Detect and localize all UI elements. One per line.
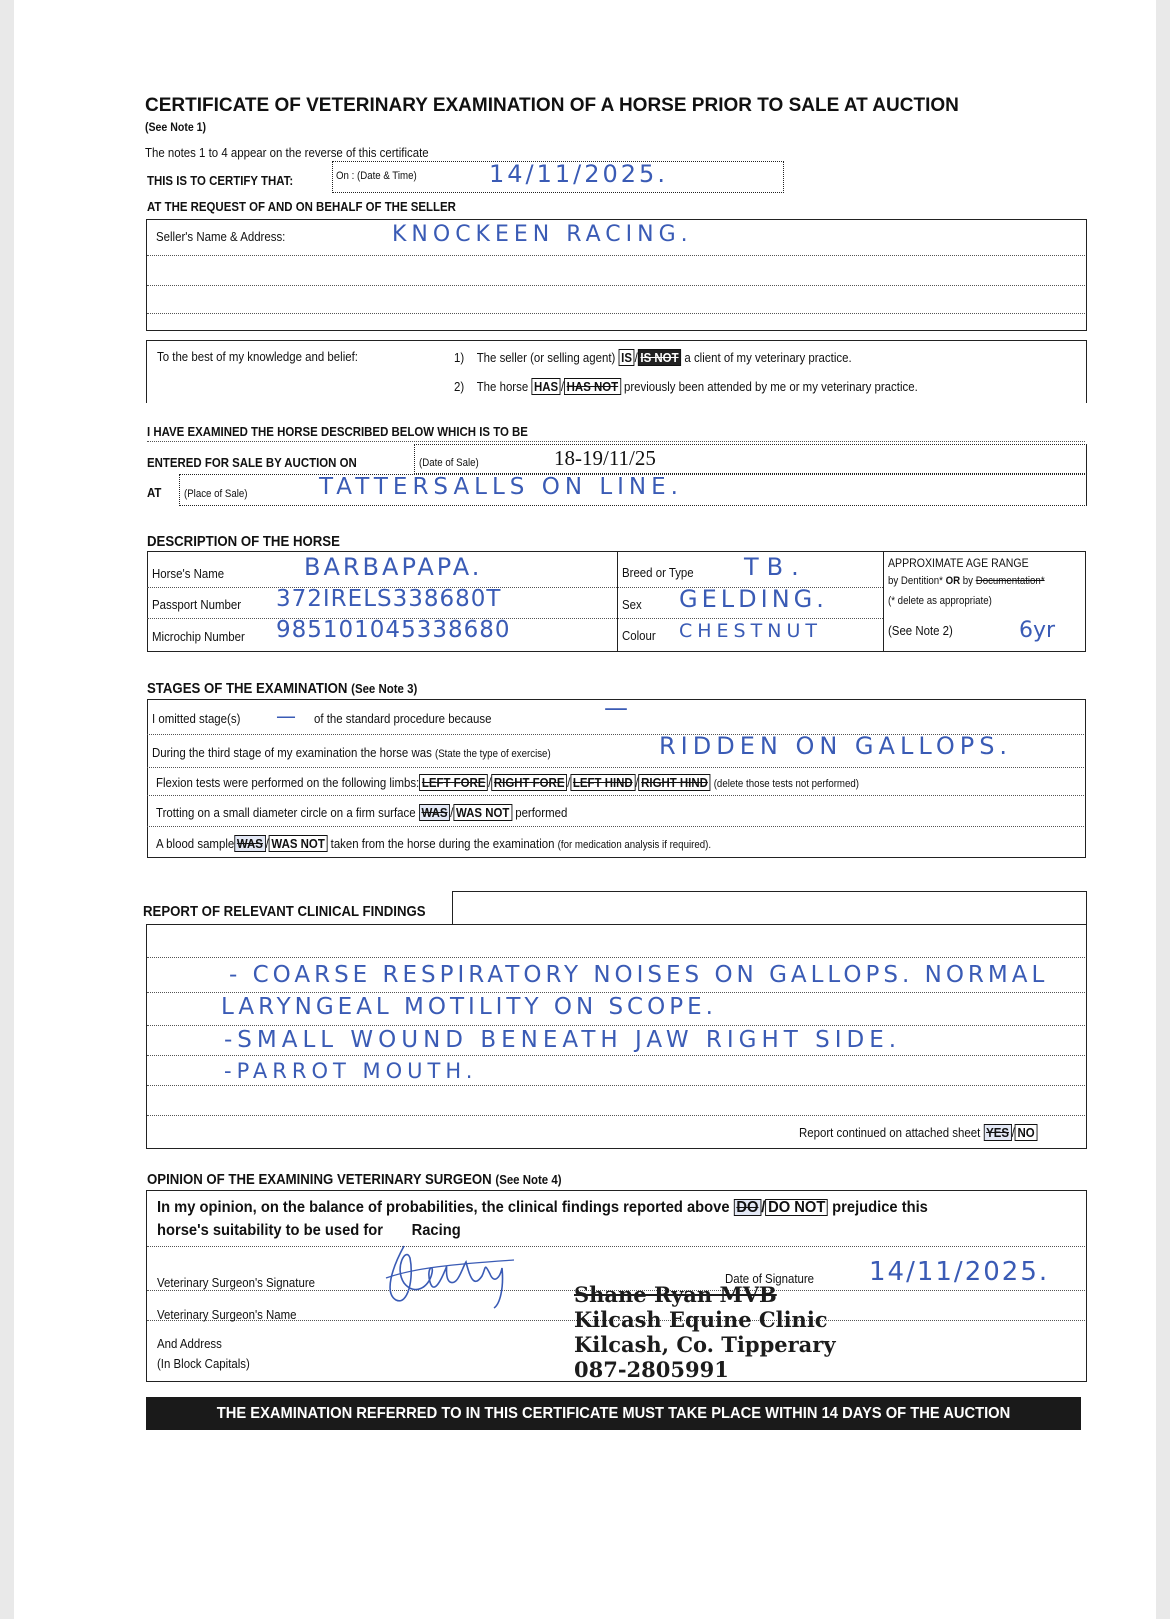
- at-label: AT: [147, 485, 162, 500]
- see-note-4: (See Note 4): [495, 1172, 562, 1187]
- place-of-sale-label: (Place of Sale): [184, 488, 248, 500]
- passport-label: Passport Number: [152, 597, 242, 612]
- blood-option-was: WAS: [234, 835, 265, 852]
- flexion-row: [156, 774, 859, 791]
- flexion-label: Flexion tests were performed on the following limbs:: [156, 775, 420, 790]
- limb-separator: /: [567, 775, 571, 790]
- date-of-sale-value: 18-19/11/25: [554, 446, 656, 470]
- third-stage-text: During the third stage of my examination the horse was: [152, 745, 432, 760]
- opinion-label: [147, 1171, 562, 1188]
- notes-line: The notes 1 to 4 appear on the reverse of this certificate: [145, 145, 429, 160]
- opinion-option-do-not: DO NOT: [765, 1199, 828, 1216]
- trot-option-was-not: WAS NOT: [453, 804, 512, 821]
- certificate-title: CERTIFICATE OF VETERINARY EXAMINATION OF A HORSE PRIOR TO SALE AT AUCTION: [145, 95, 959, 116]
- address-label: And Address: [157, 1336, 222, 1351]
- address-label-block: (In Block Capitals): [157, 1356, 250, 1371]
- sex-label: Sex: [622, 597, 642, 612]
- passport-value: 372IRELS338680T: [276, 586, 502, 612]
- k1-separator: /: [634, 350, 638, 365]
- continued-option-no: NO: [1015, 1124, 1037, 1141]
- knowledge-line-1: [454, 349, 852, 366]
- see-note-1: (See Note 1): [145, 120, 207, 134]
- footer-banner: [146, 1397, 1081, 1430]
- vet-stamp: [574, 1282, 836, 1382]
- omitted-label: I omitted stage(s): [152, 711, 241, 726]
- microchip-label: Microchip Number: [152, 629, 245, 644]
- opinion-line-1: [157, 1199, 928, 1217]
- opinion-text-1: In my opinion, on the balance of probabilities, the clinical findings reported above: [157, 1199, 730, 1216]
- continued-label: Report continued on attached sheet: [799, 1125, 981, 1140]
- continued-row: [799, 1124, 1037, 1141]
- age-by-dentition: by Dentition*: [888, 575, 946, 587]
- limb-right-hind: RIGHT HIND: [639, 774, 711, 791]
- footer-text: THE EXAMINATION REFERRED TO IN THIS CERTIFICATE MUST TAKE PLACE WITHIN 14 DAYS OF THE AUCTION: [216, 1405, 1011, 1422]
- limb-separator: /: [635, 775, 639, 790]
- knowledge-label: To the best of my knowledge and belief:: [157, 349, 358, 364]
- certify-label: THIS IS TO CERTIFY THAT:: [147, 173, 294, 188]
- opinion-text-2: prejudice this: [832, 1199, 928, 1216]
- stamp-line-2: Kilcash Equine Clinic: [574, 1307, 828, 1332]
- request-label: AT THE REQUEST OF AND ON BEHALF OF THE SELLER: [147, 199, 456, 214]
- age-title: APPROXIMATE AGE RANGE: [888, 556, 1029, 570]
- stages-title: STAGES OF THE EXAMINATION: [147, 680, 348, 697]
- omitted-because: of the standard procedure because: [314, 711, 492, 726]
- k2-number: 2): [454, 379, 465, 394]
- opinion-separator: /: [761, 1199, 766, 1216]
- limb-left-fore: LEFT FORE: [419, 774, 488, 791]
- signature-date-label: Date of Signature: [725, 1271, 815, 1286]
- opinion-use: Racing: [411, 1222, 461, 1239]
- report-header-box: [452, 891, 1087, 925]
- trotting-prefix: Trotting on a small diameter circle on a firm surface: [156, 805, 416, 820]
- age-by-documentation: Documentation*: [975, 575, 1045, 587]
- opinion-option-do: DO: [734, 1199, 762, 1216]
- certificate-sheet: [14, 0, 1156, 1619]
- stamp-line-4: 087-2805991: [574, 1357, 729, 1382]
- finding-1: - COARSE RESPIRATORY NOISES ON GALLOPS. NORMAL: [229, 962, 1049, 988]
- opinion-text-3: horse's suitability to be used for: [157, 1222, 383, 1239]
- description-label: DESCRIPTION OF THE HORSE: [147, 533, 340, 550]
- examined-label: I HAVE EXAMINED THE HORSE DESCRIBED BELOW WHICH IS TO BE: [147, 424, 528, 439]
- k1-number: 1): [454, 350, 465, 365]
- entered-label: ENTERED FOR SALE BY AUCTION ON: [147, 455, 357, 470]
- breed-label: Breed or Type: [622, 565, 694, 580]
- date-of-sale-label: (Date of Sale): [419, 457, 479, 469]
- date-of-sale-box: [414, 444, 1087, 474]
- blood-separator: /: [265, 836, 269, 851]
- trotting-row: [156, 804, 567, 821]
- knowledge-line-2: [454, 378, 918, 395]
- age-method: [888, 575, 1045, 587]
- limb-separator: /: [488, 775, 492, 790]
- omitted-reason: —: [604, 694, 631, 722]
- stamp-line-1: Shane Ryan MVB: [574, 1282, 777, 1307]
- age-see-note-2: (See Note 2): [888, 623, 953, 638]
- finding-2: LARYNGEAL MOTILITY ON SCOPE.: [221, 994, 717, 1020]
- continued-separator: /: [1011, 1125, 1015, 1140]
- seller-label: Seller's Name & Address:: [156, 229, 286, 244]
- breed-value: TB.: [744, 553, 807, 581]
- k2-suffix: previously been attended by me or my veterinary practice.: [623, 379, 918, 394]
- k1-suffix: a client of my veterinary practice.: [684, 350, 852, 365]
- k2-option-has-not: HAS NOT: [564, 378, 621, 395]
- sex-value: GELDING.: [679, 585, 828, 613]
- trot-option-was: WAS: [419, 804, 450, 821]
- omitted-value: —: [276, 704, 299, 728]
- blood-suffix: taken from the horse during the examination: [330, 836, 555, 851]
- continued-option-yes: YES: [983, 1124, 1011, 1141]
- flexion-note: (delete those tests not performed): [713, 778, 859, 790]
- surgeon-name-label: Veterinary Surgeon's Name: [157, 1307, 297, 1322]
- k1-option-is-not: IS NOT: [638, 349, 681, 366]
- age-or: OR: [945, 575, 961, 587]
- age-by: by: [960, 575, 976, 587]
- finding-4: -PARROT MOUTH.: [224, 1059, 478, 1083]
- signature-label: Veterinary Surgeon's Signature: [157, 1275, 316, 1290]
- stamp-line-3: Kilcash, Co. Tipperary: [574, 1332, 836, 1357]
- signature-date-value: 14/11/2025.: [869, 1257, 1050, 1287]
- opinion-title: OPINION OF THE EXAMINING VETERINARY SURGEON: [147, 1171, 492, 1188]
- blood-note: (for medication analysis if required).: [557, 839, 712, 851]
- horse-name-value: BARBAPAPA.: [304, 553, 483, 581]
- colour-label: Colour: [622, 628, 656, 643]
- k2-separator: /: [560, 379, 565, 394]
- blood-prefix: A blood sample: [156, 836, 235, 851]
- on-date-value: 14/11/2025.: [489, 160, 668, 188]
- finding-3: -SMALL WOUND BENEATH JAW RIGHT SIDE.: [224, 1027, 902, 1053]
- k2-prefix: The horse: [476, 379, 529, 394]
- blood-row: [156, 835, 711, 852]
- microchip-value: 985101045338680: [276, 617, 511, 643]
- third-stage-note: (State the type of exercise): [434, 748, 551, 760]
- age-delete-note: (* delete as appropriate): [888, 595, 992, 607]
- on-date-label: On : (Date & Time): [336, 170, 417, 182]
- report-label: REPORT OF RELEVANT CLINICAL FINDINGS: [143, 903, 426, 920]
- trot-separator: /: [450, 805, 454, 820]
- colour-value: CHESTNUT: [679, 620, 822, 642]
- place-of-sale-value: TATTERSALLS ON LINE.: [319, 474, 683, 500]
- k2-option-has: HAS: [531, 378, 560, 395]
- horse-name-label: Horse's Name: [152, 566, 225, 581]
- stages-label: [147, 680, 417, 697]
- seller-value: KNOCKEEN RACING.: [392, 222, 693, 247]
- limb-left-hind: LEFT HIND: [570, 774, 635, 791]
- see-note-3: (See Note 3): [351, 681, 418, 696]
- third-stage-value: RIDDEN ON GALLOPS.: [659, 732, 1013, 760]
- k1-option-is: IS: [619, 349, 635, 366]
- signature-mark: [374, 1238, 524, 1313]
- blood-option-was-not: WAS NOT: [269, 835, 328, 852]
- trotting-suffix: performed: [515, 805, 568, 820]
- limb-right-fore: RIGHT FORE: [491, 774, 567, 791]
- third-stage-label: [152, 745, 551, 760]
- k1-prefix: The seller (or selling agent): [476, 350, 616, 365]
- age-value: 6yr: [1019, 618, 1056, 643]
